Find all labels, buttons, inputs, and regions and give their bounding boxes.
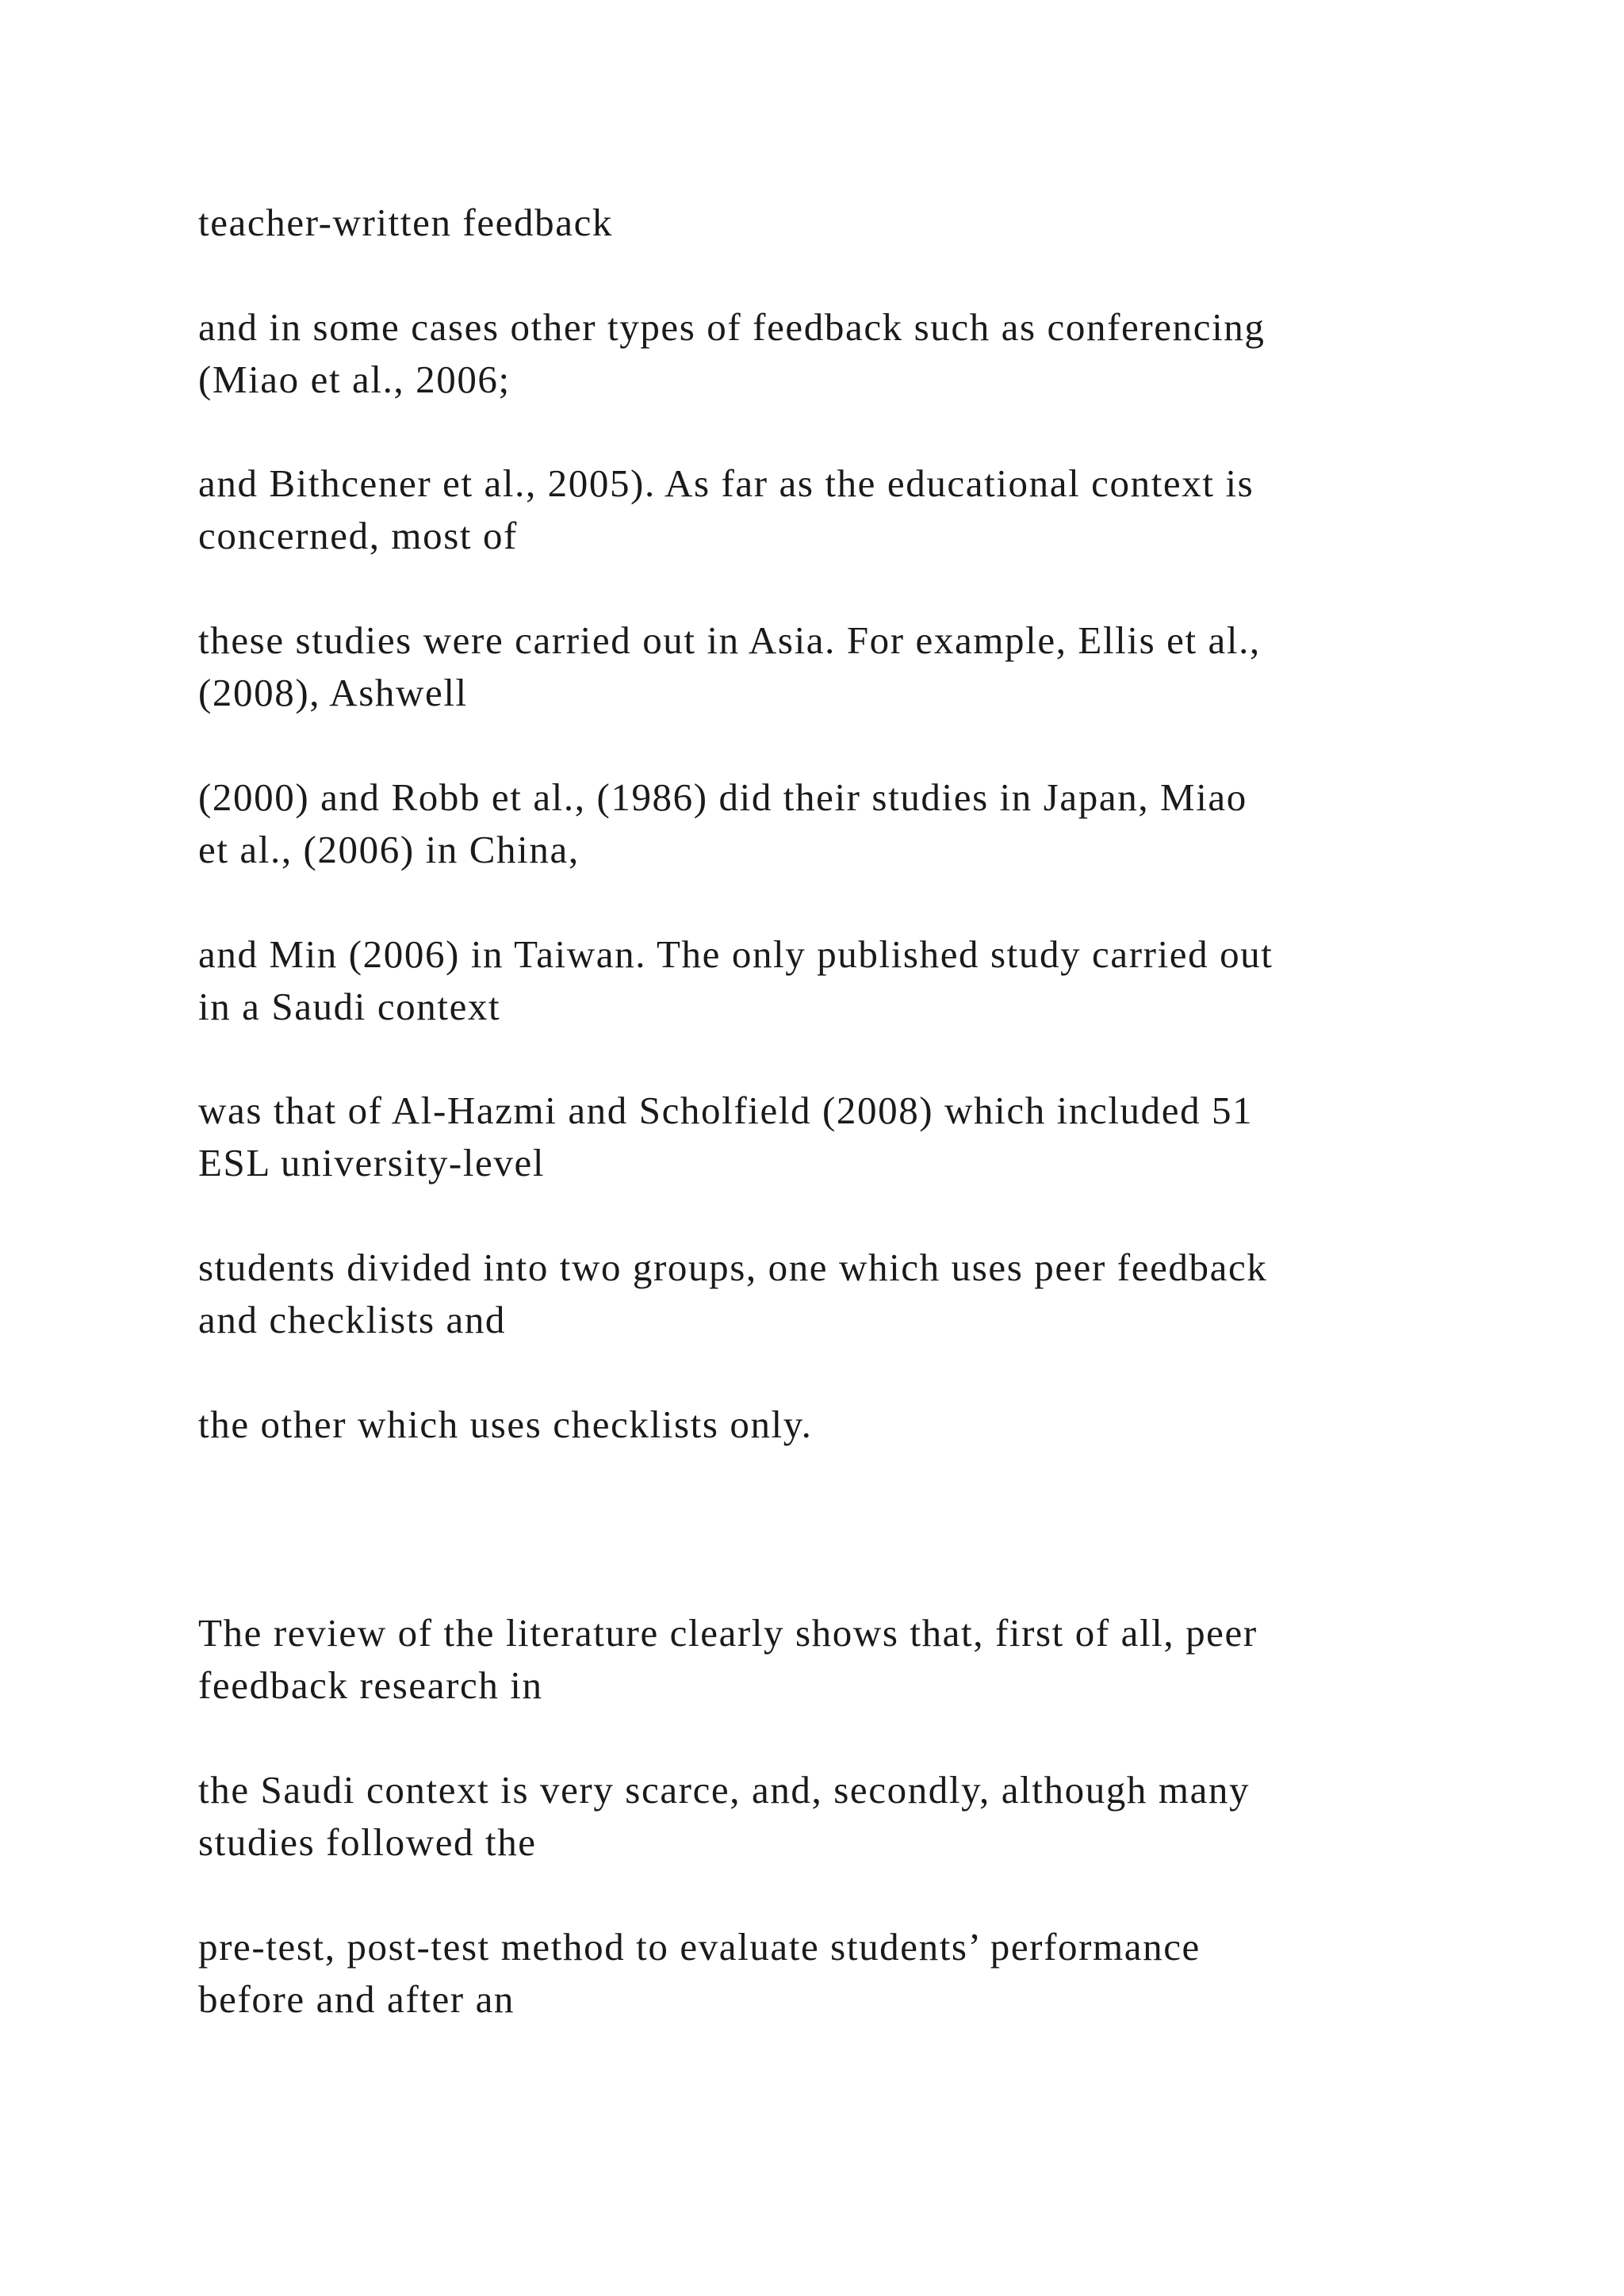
text-line: concerned, most of	[198, 514, 518, 557]
paragraph	[198, 1242, 1499, 1346]
text-line: teacher-written feedback	[198, 201, 614, 244]
paragraph	[198, 457, 1499, 562]
text-line: The review of the literature clearly shows that, first of all, peer	[198, 1611, 1258, 1655]
paragraph	[198, 928, 1499, 1033]
paragraph	[198, 1764, 1499, 1869]
text-line: and checklists and	[198, 1298, 507, 1341]
paragraph	[198, 1607, 1499, 1712]
text-line: before and after an	[198, 1977, 515, 2021]
text-line: students divided into two groups, one which uses peer feedback	[198, 1246, 1268, 1289]
text-line: et al., (2006) in China,	[198, 828, 580, 871]
text-line: feedback research in	[198, 1663, 543, 1707]
text-line: and Min (2006) in Taiwan. The only published study carried out	[198, 932, 1274, 976]
paragraph	[198, 301, 1499, 406]
text-line: in a Saudi context	[198, 985, 501, 1028]
paragraph	[198, 197, 1499, 249]
text-line: the other which uses checklists only.	[198, 1402, 813, 1446]
paragraph	[198, 614, 1499, 719]
text-line: (2008), Ashwell	[198, 671, 468, 714]
text-line: and Bithcener et al., 2005). As far as the educational context is	[198, 461, 1254, 505]
paragraph	[198, 1399, 1499, 1451]
paragraph	[198, 1085, 1499, 1189]
text-line: and in some cases other types of feedback such as conferencing	[198, 305, 1266, 349]
text-line: (2000) and Robb et al., (1986) did their studies in Japan, Miao	[198, 775, 1247, 819]
text-line: (Miao et al., 2006;	[198, 358, 511, 401]
text-line: ESL university-level	[198, 1141, 546, 1184]
paragraph	[198, 1921, 1499, 2026]
text-line: was that of Al-Hazmi and Scholfield (2008) which included 51	[198, 1089, 1254, 1132]
paragraph	[198, 771, 1499, 876]
text-line: the Saudi context is very scarce, and, secondly, although many	[198, 1768, 1251, 1812]
text-line: these studies were carried out in Asia. For example, Ellis et al.,	[198, 618, 1261, 662]
text-line: pre-test, post-test method to evaluate students’ performance	[198, 1925, 1201, 1969]
text-line: studies followed the	[198, 1820, 537, 1864]
